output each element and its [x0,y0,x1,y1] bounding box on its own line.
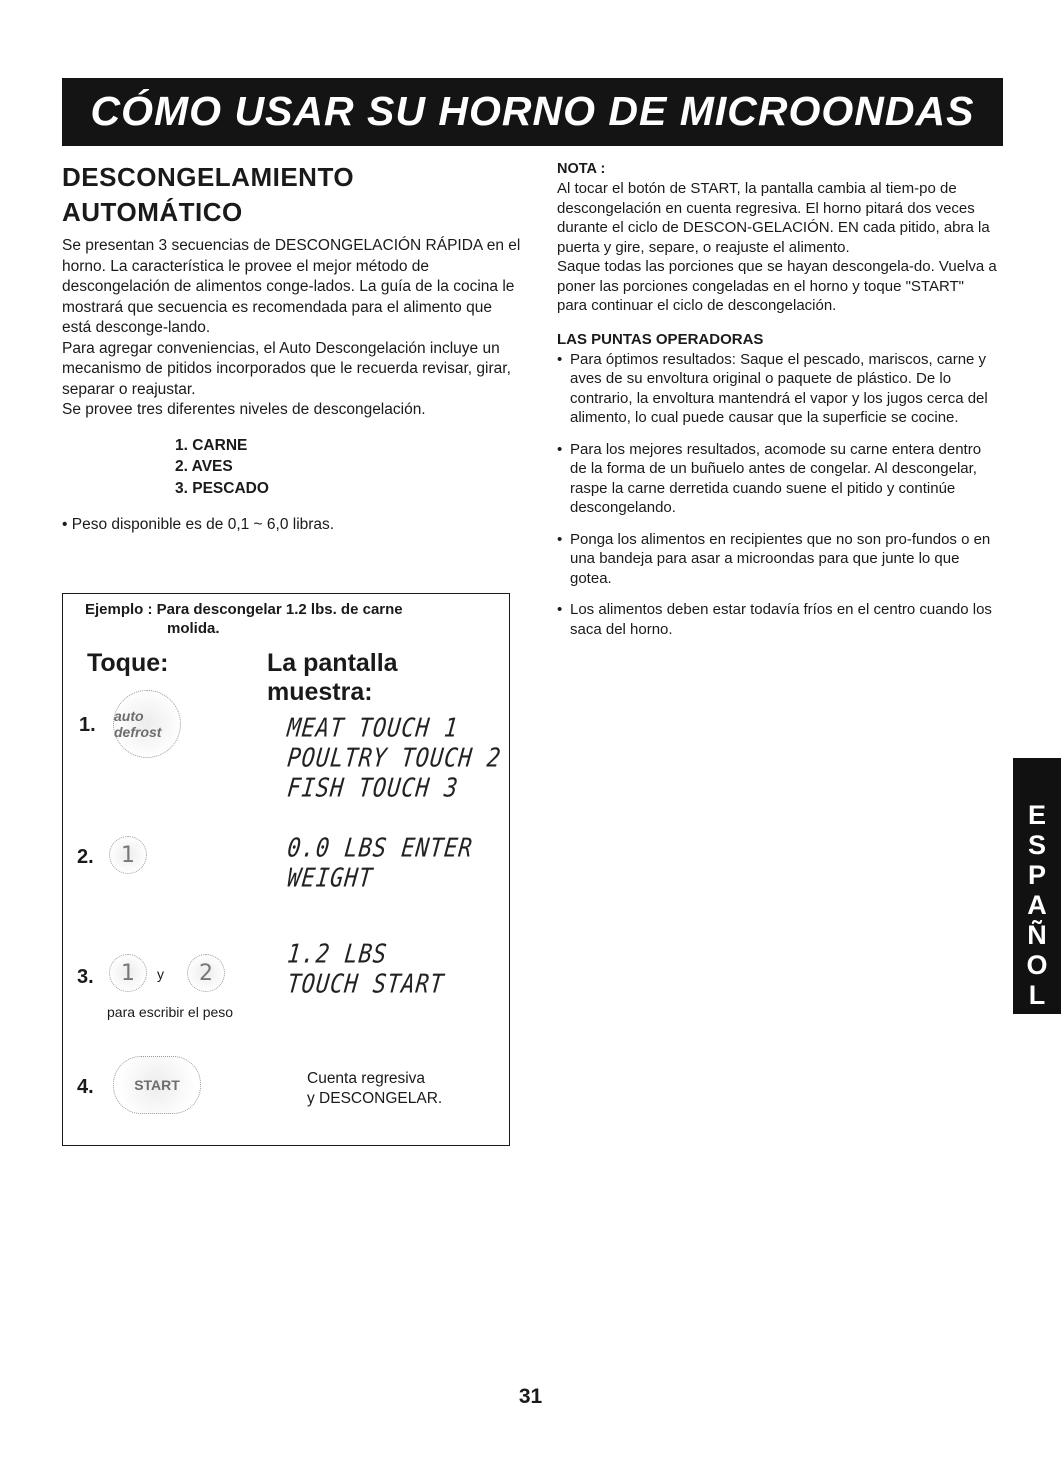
tab-letter: O [1026,950,1048,980]
step-number: 4. [77,1076,94,1098]
tab-letter: E [1027,800,1046,830]
section-heading-line2: AUTOMÁTICO [62,197,243,227]
display-line: WEIGHT [285,864,375,894]
page-number: 31 [518,1385,543,1408]
section-heading-line1: DESCONGELAMIENTO [62,162,355,192]
display-line: TOUCH START [285,970,446,1000]
key-label: START [134,1077,180,1093]
column-heading-touch: Toque: [87,649,169,677]
list-item: • Para los mejores resultados, acomode su carne entera dentro de la forma de un buñuelo antes de congelar. Al descongelar, raspe la carne derretida cuando suene el pitido y continúe descongelando. [557,440,997,518]
display-line: 0.0 LBS ENTER [285,834,475,864]
display-text: y DESCONGELAR. [307,1090,443,1107]
number-key-icon [109,836,147,874]
tab-letter: P [1027,860,1046,890]
list-item: • Los alimentos deben estar todavía fríos en el centro cuando los saca del horno. [557,600,997,639]
note-paragraph: Al tocar el botón de START, la pantalla cambia al tiem-po de descongelación en cuenta regresiva. El horno pitará dos veces durante el ciclo de DESCON-GELACIÓN. EN cada pitido, abra la puerta y gire, separe, o reajuste el alimento. [557,180,990,256]
note-label: NOTA : [557,161,606,177]
convenience-paragraph: Para agregar conveniencias, el Auto Descongelación incluye un mecanismo de pitidos incorporados que le recuerda revisar, girar, separar o reajustar. [62,339,511,398]
step-note: para escribir el peso [107,1004,234,1020]
language-tab-label [1016,800,1058,1010]
key-label: auto defrost [114,708,162,740]
example-title-continued: molida. [167,620,220,637]
tab-letter: A [1027,890,1047,920]
start-key-icon [113,1056,201,1114]
intro-paragraph: Se presentan 3 secuencias de DESCONGELACIÓN RÁPIDA en el horno. La característica le provee el mejor método de descongelación de alimentos conge-lados. La guía de la cocina le mostrará que secuencia es recomendada para el alimento que está desconge-lando. [62,237,521,336]
number-key-icon [109,954,147,992]
key-digit: 1 [121,960,135,986]
weight-note: • Peso disponible es de 0,1 ~ 6,0 libras. [62,516,335,533]
column-heading-display: La pantalla muestra: [267,649,398,706]
display-line: 1.2 LBS [285,940,389,970]
defrost-levels-list [175,435,522,500]
step-number: 2. [77,846,94,868]
conjunction: y [157,966,164,982]
auto-defrost-key-icon [113,690,181,758]
display-line: POULTRY TOUCH 2 [285,744,503,774]
key-digit: 1 [121,842,135,868]
list-item: 2. AVES [175,458,233,475]
display-line: MEAT TOUCH 1 [285,714,460,744]
list-item: 3. PESCADO [175,479,269,497]
list-item: • Ponga los alimentos en recipientes que no son pro-fundos o en una bandeja para asar a microondas para que junte lo que gotea. [557,530,997,589]
tips-heading: LAS PUNTAS OPERADORAS [557,330,764,348]
display-line: FISH TOUCH 3 [285,774,460,804]
list-item: • Para óptimos resultados: Saque el pescado, mariscos, carne y aves de su envoltura original o paquete de plástico. De lo contrario, la envoltura mantendrá el vapor y los jugos cerca del alimento, lo cual puede causar que la superficie se cocine. [557,350,997,428]
left-column [62,160,522,535]
page-title: CÓMO USAR SU HORNO DE MICROONDAS [90,88,975,134]
right-column [557,160,997,651]
tab-letter: Ñ [1027,920,1047,950]
example-title: Ejemplo : Para descongelar 1.2 lbs. de carne [85,601,403,618]
list-item: 1. CARNE [175,436,248,454]
tab-letter: L [1028,980,1046,1010]
number-key-icon [187,954,225,992]
levels-paragraph: Se provee tres diferentes niveles de descongelación. [62,401,426,418]
display-text: Cuenta regresiva [307,1070,426,1087]
tab-letter: S [1027,830,1046,860]
note-paragraph: Saque todas las porciones que se hayan descongela-do. Vuelva a poner las porciones congeladas en el horno y toque "START" para continuar el ciclo de descongelación. [557,258,997,314]
step-number: 1. [79,714,96,736]
tips-list [557,350,997,640]
example-box [62,593,510,1146]
step-number: 3. [77,966,94,988]
key-digit: 2 [199,960,213,986]
title-banner [62,78,1003,146]
